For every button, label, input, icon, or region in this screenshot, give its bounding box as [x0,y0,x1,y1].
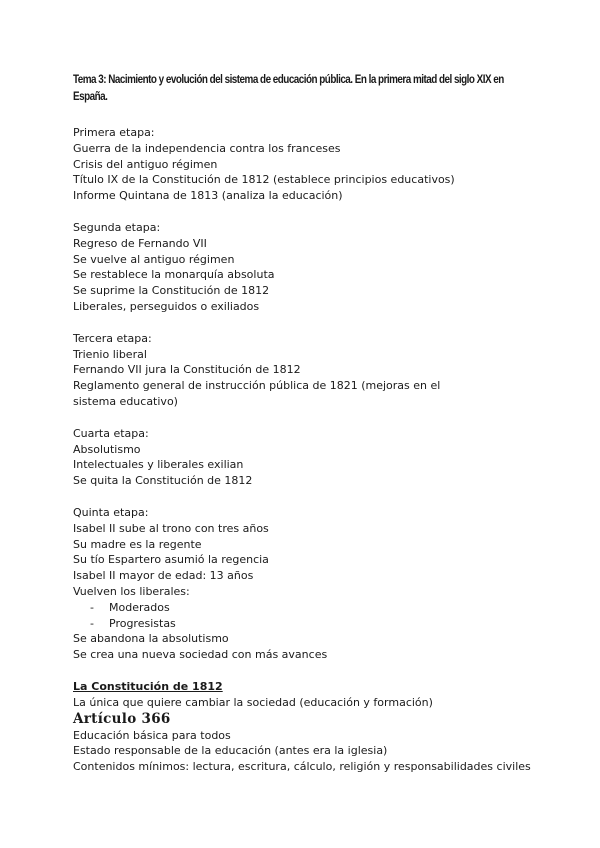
bullet-item [73,616,553,632]
etapa-line: Intelectuales y liberales exilian [73,458,244,472]
etapa-heading: Quinta etapa: [73,505,149,519]
etapa-line: Su madre es la regente [73,537,202,551]
etapa-line: Se vuelve al antiguo régimen [73,252,235,266]
etapa-line: Isabel II sube al trono con tres años [73,521,269,535]
constitucion-heading: La Constitución de 1812 [73,679,223,693]
etapa-line: Absolutismo [73,442,141,456]
constitucion-line: Estado responsable de la educación (antes era la iglesia) [73,744,388,758]
etapa-line: Su tío Espartero asumió la regencia [73,553,269,567]
etapa-line: Se quita la Constitución de 1812 [73,474,253,488]
etapa-line: Título IX de la Constitución de 1812 (establece principios educativos) [73,173,455,187]
etapa-line: Informe Quintana de 1813 (analiza la educación) [73,189,343,203]
etapa-line: Guerra de la independencia contra los franceses [73,141,341,155]
etapa-heading: Tercera etapa: [73,331,152,345]
constitucion-intro: La única que quiere cambiar la sociedad (educación y formación) [73,695,433,709]
document-page [73,72,553,775]
etapa-line: Se restablece la monarquía absoluta [73,268,275,282]
etapa-line: Se suprime la Constitución de 1812 [73,284,270,298]
etapa-heading: Primera etapa: [73,126,155,139]
etapa-line: Trienio liberal [73,347,147,361]
document-title: Tema 3: Nacimiento y evolución del sistema de educación pública. En la primera mitad del siglo XIX en España. [73,74,504,103]
etapa-line: Regreso de Fernando VII [73,236,207,250]
etapa-line: Se crea una nueva sociedad con más avances [73,648,328,662]
bullet-text: Progresistas [109,616,176,630]
etapa-line: Reglamento general de instrucción pública de 1821 (mejoras en el sistema educativo) [73,379,441,408]
etapa-quinta [73,505,553,663]
etapa-line: Vuelven los liberales: [73,584,190,598]
constitucion-line: Contenidos mínimos: lectura, escritura, cálculo, religión y responsabilidades civiles [73,760,531,774]
articulo-heading: Artículo 366 [73,710,171,727]
etapa-line: Isabel II mayor de edad: 13 años [73,569,254,583]
bullet-dash: - [90,616,94,630]
etapa-line: Fernando VII jura la Constitución de 1812 [73,363,301,377]
etapa-cuarta [73,426,553,489]
etapa-segunda [73,220,553,315]
constitucion-section [73,679,553,775]
etapa-heading: Cuarta etapa: [73,426,149,440]
bullet-item [73,600,553,616]
etapa-line: Crisis del antiguo régimen [73,157,218,171]
constitucion-line: Educación básica para todos [73,728,231,742]
bullet-dash: - [90,600,94,614]
etapa-tercera [73,331,553,410]
etapa-heading: Segunda etapa: [73,220,161,234]
etapa-line: Liberales, perseguidos o exiliados [73,299,260,313]
bullet-text: Moderados [109,600,170,614]
etapa-line: Se abandona la absolutismo [73,632,229,646]
etapa-primera [73,125,553,204]
